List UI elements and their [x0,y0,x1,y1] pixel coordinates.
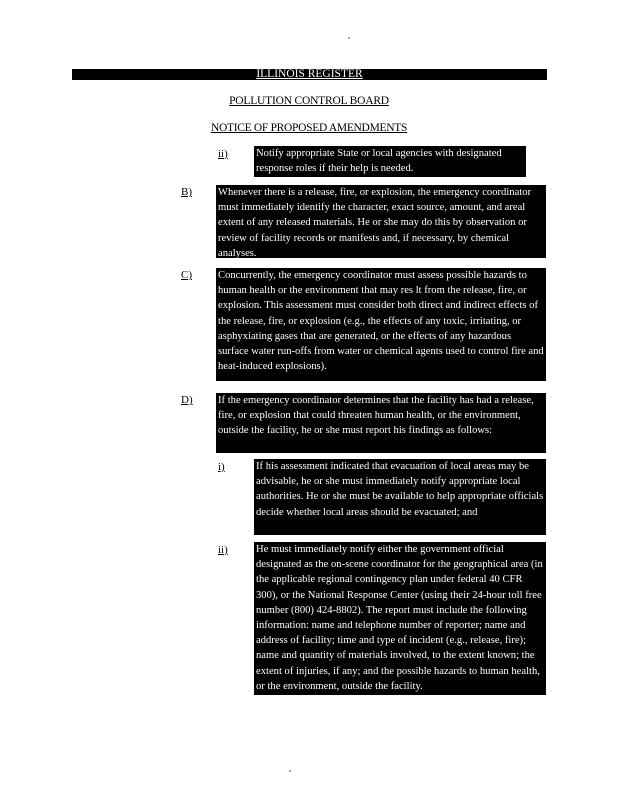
item-marker: D) [181,394,193,406]
scan-speck [348,37,350,39]
scan-speck [289,770,291,772]
item-marker: ii) [218,544,228,556]
item-text: Concurrently, the emergency coordinator must assess possible hazards to human health or the environment that may res lt from the release, fire, or explosion. This assessment must consider both direct and indirect effects of the release, fire, or explosion (e.g., the effects of any toxic, irritating, or asphyxiating gases that are generated, or the effects of any hazardous surface water run-offs from water or chemical agents used to control fire and heat-induced explosions). [216,268,546,381]
item-marker: C) [181,269,192,281]
item-text: He must immediately notify either the government official designated as the on-scene coordinator for the geographical area (in the applicable regional contingency plan under federal 40 CFR 300), or the National Response Center (using their 24-hour toll free number (800) 424-8802). The report must include the following information: name and telephone number of reporter; name and address of facility; time and type of incident (e.g., release, fire); name and quantity of materials involved, to the extent known; the extent of injuries, if any; and the possible hazards to human health, or the environment, outside the facility. [254,542,546,695]
item-text: If the emergency coordinator determines that the facility has had a release, fire, or explosion that could threaten human health, or the environment, outside the facility, he or she must report his findings as follows: [216,393,546,453]
item-marker: i) [218,461,225,473]
register-title: ILLINOIS REGISTER [256,68,363,80]
notice-title: NOTICE OF PROPOSED AMENDMENTS [210,122,408,134]
item-text: Whenever there is a release, fire, or explosion, the emergency coordinator must immediately identify the character, exact source, amount, and areal extent of any released materials. He or she may do this by observation or review of facility records or manifests and, if necessary, by chemical analyses. [216,185,546,258]
board-title: POLLUTION CONTROL BOARD [229,95,389,107]
item-text: If his assessment indicated that evacuation of local areas may be advisable, he or she must immediately notify appropriate local authorities. He or she must be available to help appropriate officials decide whether local areas should be evacuated; and [254,459,546,535]
item-text: Notify appropriate State or local agencies with designated response roles if their help is needed. [254,146,526,177]
item-marker: B) [181,186,192,198]
item-marker: ii) [218,148,228,160]
